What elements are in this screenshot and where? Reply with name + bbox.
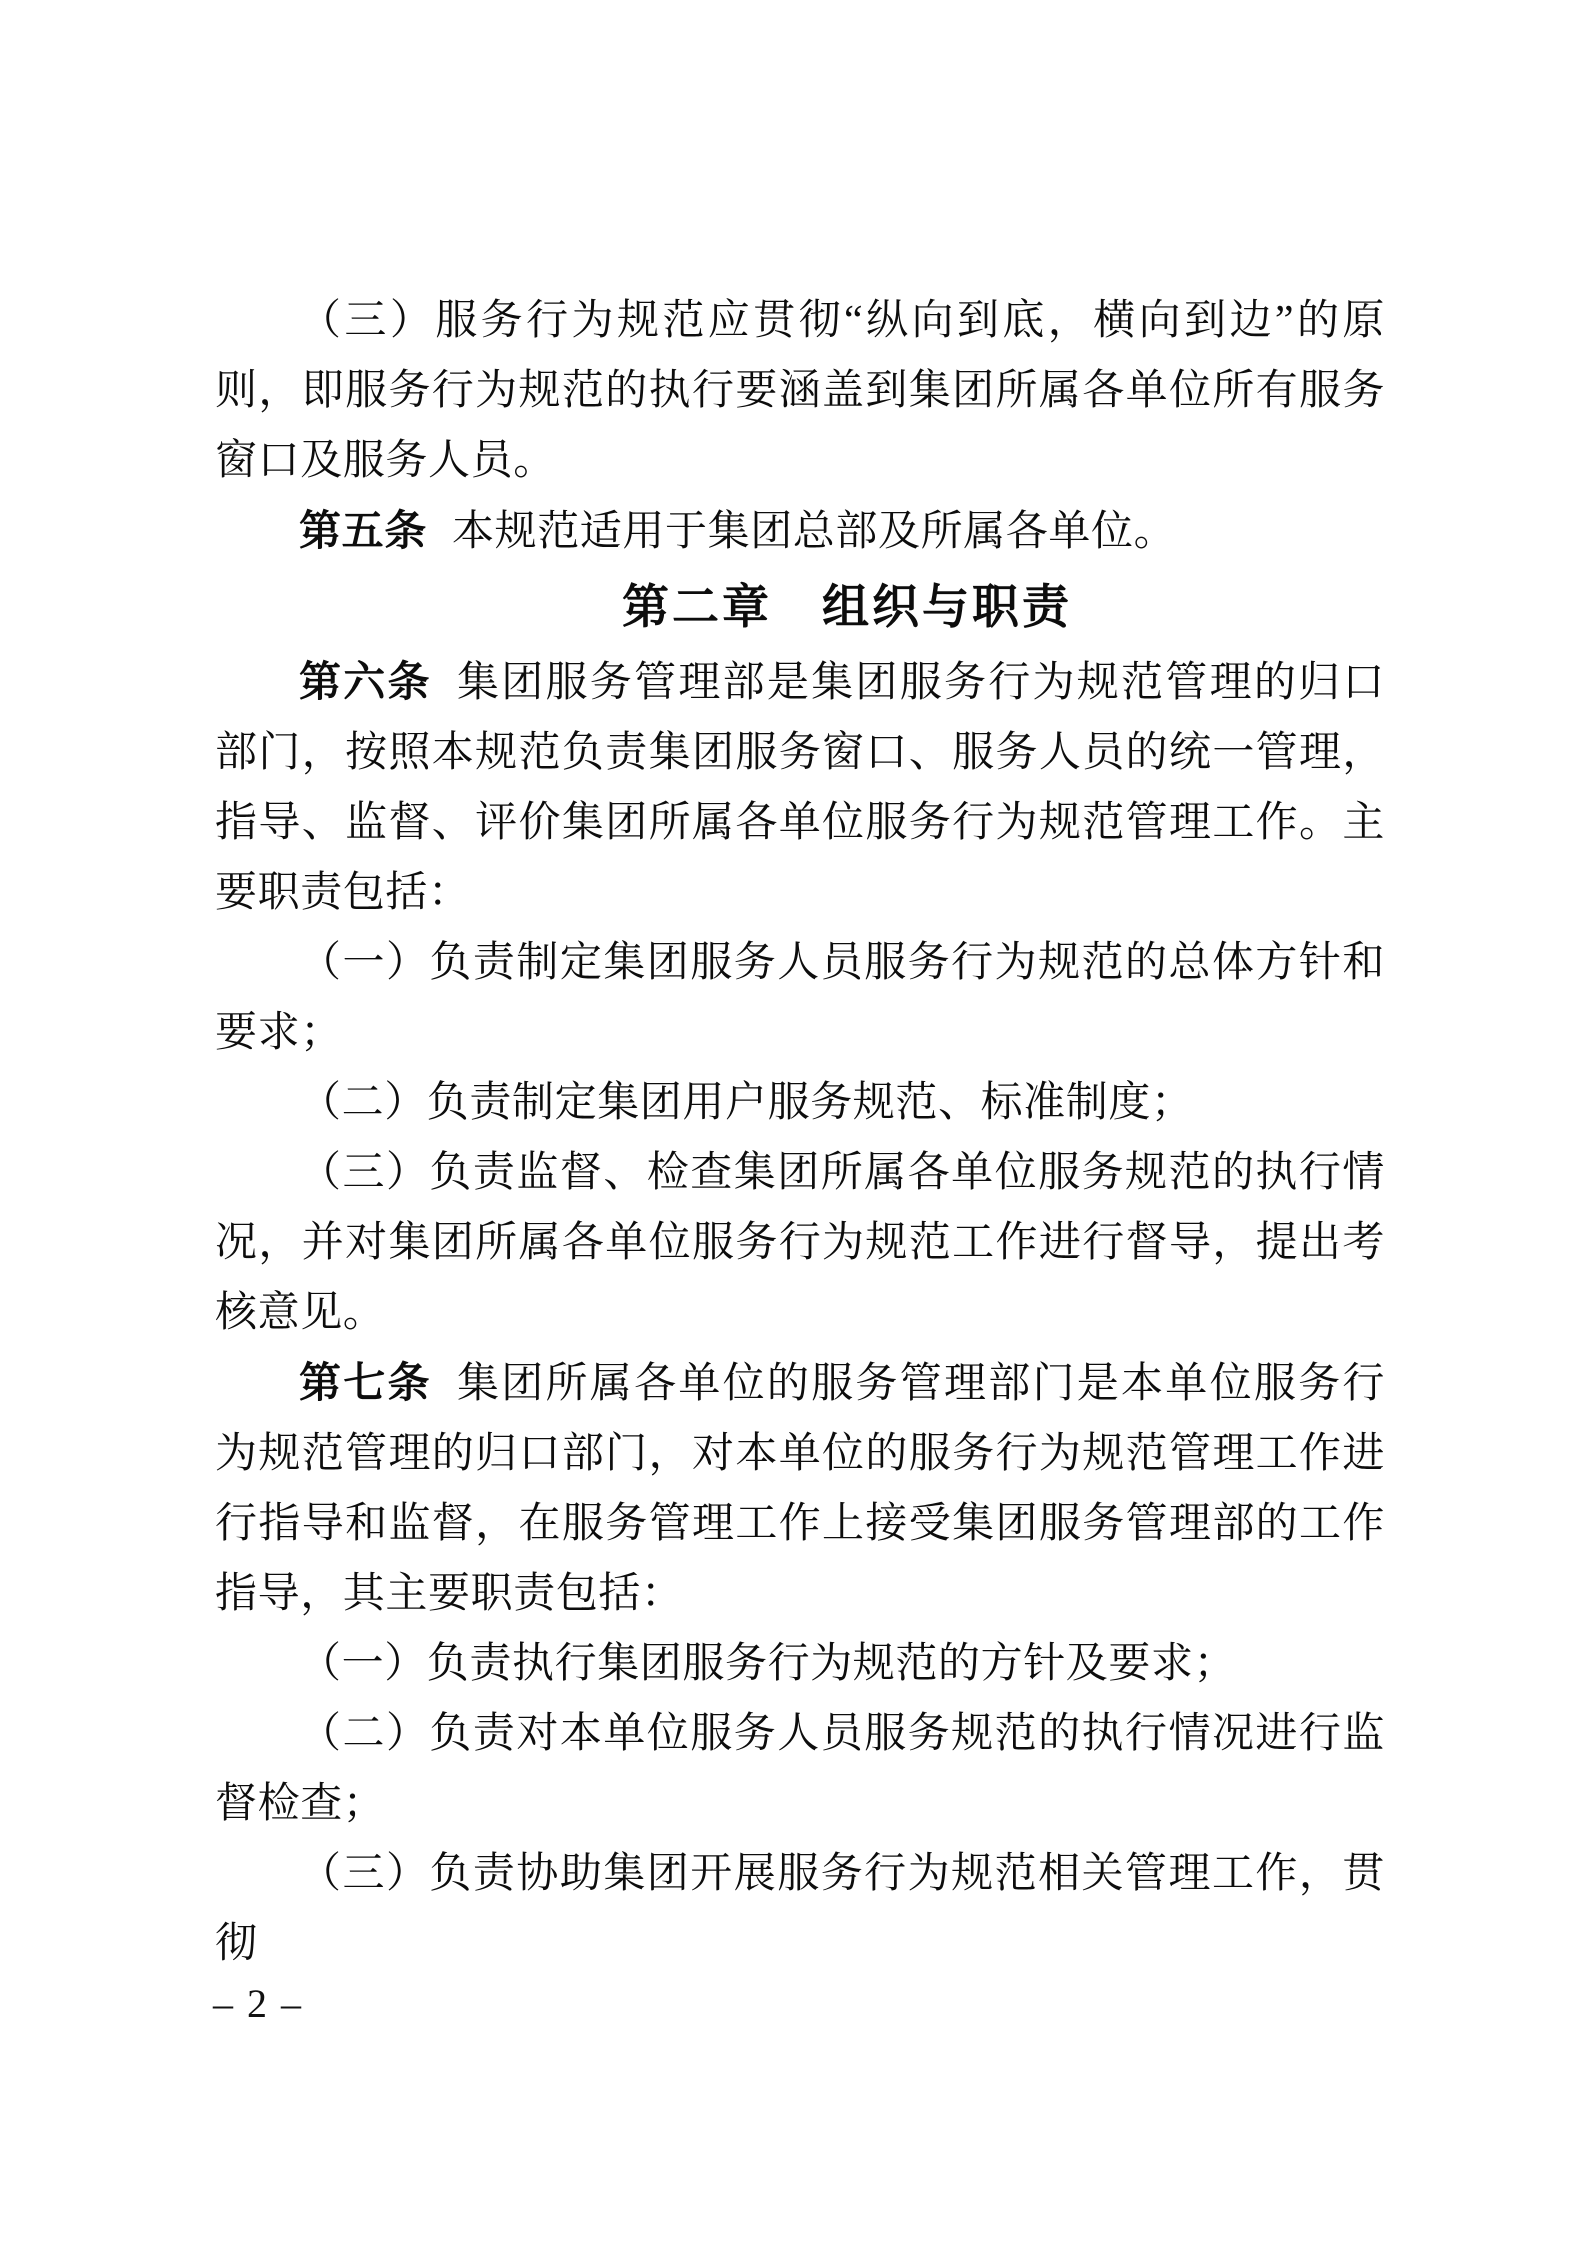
paragraph-text: （二）负责制定集团用户服务规范、标准制度； — [299, 1080, 1194, 1126]
article-number-term: 第五条 — [299, 507, 427, 554]
paragraph — [215, 496, 1385, 567]
paragraph-text: 集团所属各单位的服务管理部门是本单位服务行为规范管理的归口部门，对本单位的服务行为规范管理工作进行指导和监督，在服务管理工作上接受集团服务管理部的工作指导，其主要职责包括： — [215, 1361, 1385, 1617]
paragraph-text: （三）服务行为规范应贯彻“纵向到底，横向到边”的原则，即服务行为规范的执行要涵盖到集团所属各单位所有服务窗口及服务人员。 — [215, 298, 1385, 484]
paragraph-text: （三）负责协助集团开展服务行为规范相关管理工作，贯彻 — [215, 1851, 1385, 1967]
paragraph — [215, 928, 1385, 1068]
paragraph — [215, 1138, 1385, 1348]
paragraph — [215, 1629, 1385, 1699]
paragraph-text: （一）负责制定集团服务人员服务行为规范的总体方针和要求； — [215, 940, 1385, 1056]
paragraph-text: （三）负责监督、检查集团所属各单位服务规范的执行情况，并对集团所属各单位服务行为规范工作进行督导，提出考核意见。 — [215, 1150, 1385, 1336]
paragraph — [215, 286, 1385, 496]
paragraph-text: （二）负责对本单位服务人员服务规范的执行情况进行监督检查； — [215, 1711, 1385, 1827]
paragraph — [215, 1839, 1385, 1979]
paragraph-text: 集团服务管理部是集团服务行为规范管理的归口部门，按照本规范负责集团服务窗口、服务人员的统一管理，指导、监督、评价集团所属各单位服务行为规范管理工作。主要职责包括： — [215, 660, 1385, 916]
paragraph-text: 本规范适用于集团总部及所属各单位。 — [452, 509, 1177, 555]
paragraph-text: （一）负责执行集团服务行为规范的方针及要求； — [299, 1641, 1237, 1687]
chapter-heading: 第二章 组织与职责 — [622, 580, 1072, 633]
article-number-term: 第七条 — [299, 1359, 432, 1406]
paragraph — [215, 1068, 1385, 1138]
paragraph — [215, 1348, 1385, 1629]
document-text — [215, 286, 1385, 1979]
paragraph — [215, 647, 1385, 928]
article-number-term: 第六条 — [299, 658, 432, 705]
page-number: – 2 – — [213, 1981, 303, 2026]
paragraph — [215, 1699, 1385, 1839]
